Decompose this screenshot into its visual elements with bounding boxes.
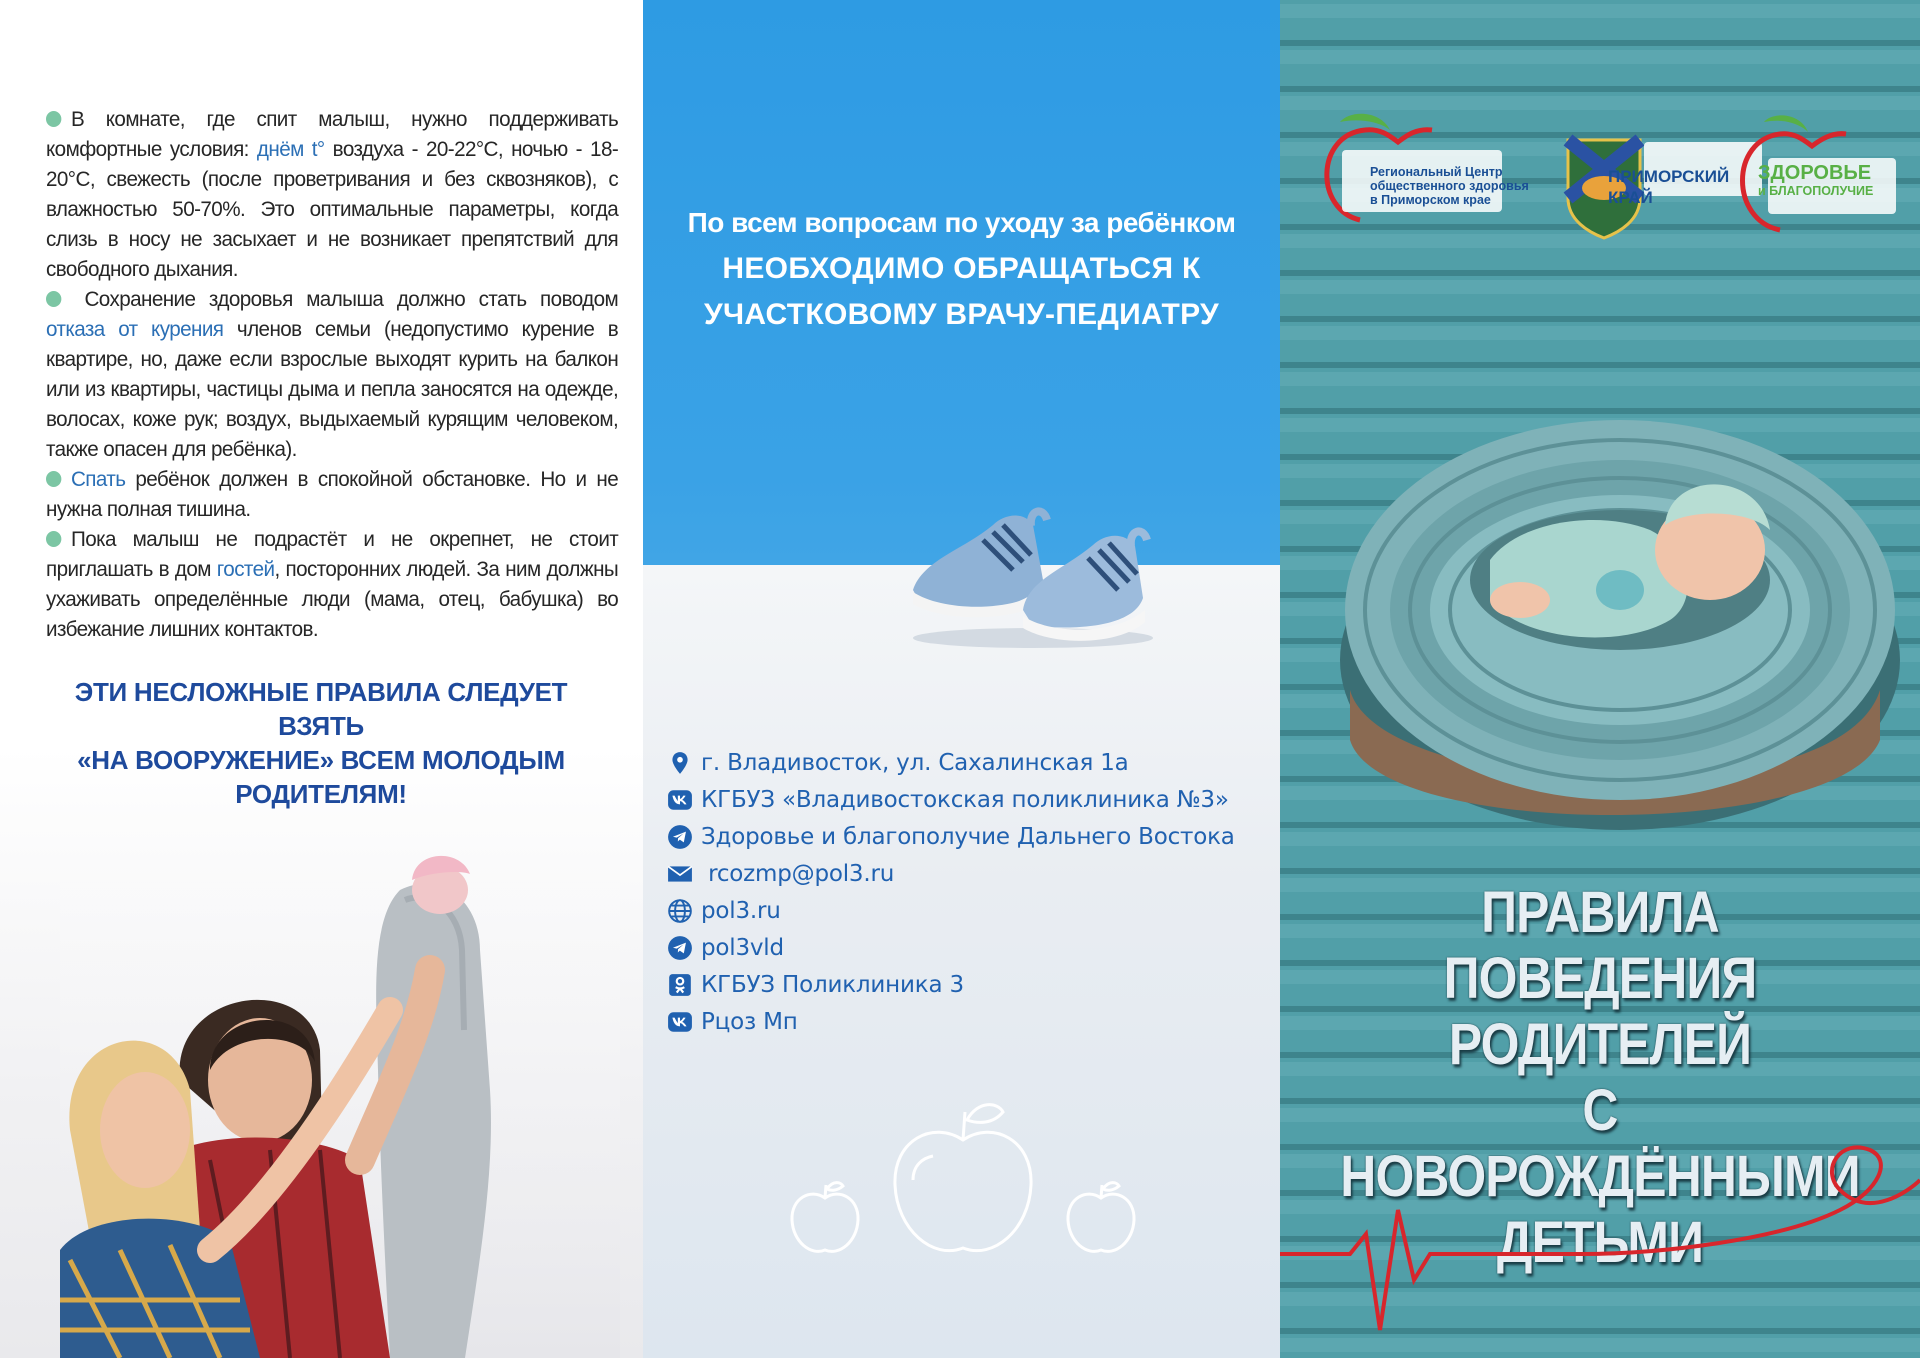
primorsky-krai-text: ПРИМОРСКИЙ КРАЙ xyxy=(1608,167,1730,207)
contact-item[interactable] xyxy=(667,892,1277,929)
rule-text: В комнате, где спит малыш, нужно поддерживать комфортные условия: xyxy=(46,107,619,161)
rule-text: ребёнок должен в спокойной обстановке. Но и не нужна полная тишина. xyxy=(46,467,619,521)
rule-text: , посторонних людей. За ним должны ухаживать определённые люди (мама, отец, бабушка) во избежание лишних контактов. xyxy=(46,557,619,641)
middle-panel xyxy=(643,0,1280,1358)
rule-item xyxy=(46,104,618,284)
contact-item[interactable] xyxy=(667,744,1277,781)
family-photo xyxy=(60,830,620,1358)
envelope-icon xyxy=(667,861,693,887)
health-wellbeing-logo-text: ЗДОРОВЬЕ и БЛАГОПОЛУЧИЕ xyxy=(1758,162,1874,198)
rule-item xyxy=(46,284,618,464)
rule-text: воздуха - 20-22°С, ночью - 18-20°С, свежесть (после проветривания и без сквозняков), с влажностью 50-70%. Это оптимальные параметры, когда слизь в носу не засыхает и не возникает препятствий для свободного дыхания. xyxy=(46,137,619,281)
vk-icon xyxy=(667,1009,693,1035)
location-pin-icon xyxy=(667,750,693,776)
contact-text[interactable]: pol3vld xyxy=(701,934,784,961)
rule-text: Пока малыш не подрастёт и не окрепнет, не стоит приглашать в дом xyxy=(46,527,619,581)
contact-text[interactable]: Рцоз Мп xyxy=(701,1008,798,1035)
baby-shoes-image xyxy=(903,480,1163,660)
vk-icon xyxy=(667,787,693,813)
contact-item[interactable] xyxy=(667,781,1277,818)
bullet-dot-icon xyxy=(46,291,61,307)
left-panel xyxy=(0,0,643,1358)
contact-item[interactable] xyxy=(667,929,1277,966)
bullet-dot-icon xyxy=(46,471,61,487)
contact-text[interactable]: Здоровье и благополучие Дальнего Востока xyxy=(701,823,1235,850)
rule-item xyxy=(46,524,618,644)
regional-center-logo-text: Региональный Центр общественного здоровья в Приморском крае xyxy=(1370,165,1529,207)
contact-item[interactable] xyxy=(667,855,1277,892)
highlighted-term: гостей xyxy=(216,557,275,581)
contact-text[interactable]: rcozmp@pol3.ru xyxy=(701,860,895,887)
callout-heading: ЭТИ НЕСЛОЖНЫЕ ПРАВИЛА СЛЕДУЕТ ВЗЯТЬ «НА ВООРУЖЕНИЕ» ВСЕМ МОЛОДЫМ РОДИТЕЛЯМ! xyxy=(74,677,568,809)
contact-item[interactable] xyxy=(667,818,1277,855)
highlighted-term: днём t° xyxy=(256,137,325,161)
ecg-heartbeat-line xyxy=(1280,1130,1920,1358)
bullet-dot-icon xyxy=(46,111,61,127)
contact-text[interactable]: pol3.ru xyxy=(701,897,781,924)
rule-text: Сохранение здоровья малыша должно стать поводом xyxy=(70,287,619,311)
contact-item[interactable] xyxy=(667,966,1277,1003)
telegram-icon xyxy=(667,824,693,850)
bullet-dot-icon xyxy=(46,531,61,547)
highlighted-term: отказа от курения xyxy=(46,317,224,341)
rule-text: членов семьи (недопустимо курение в квартире, но, даже если взрослые выходят курить на балкон или из квартиры, частицы дыма и пепла заносятся на одежде, волосах, коже рук; воздух, выдыхаемый курящим человеком, также опасен для ребёнка). xyxy=(46,317,619,461)
brochure-title: ПРАВИЛА ПОВЕДЕНИЯ РОДИТЕЛЕЙ С НОВОРОЖДЁННЫМИ ДЕТЬМИ xyxy=(1340,880,1860,1275)
right-panel-cover xyxy=(1280,0,1920,1358)
contact-text[interactable]: г. Владивосток, ул. Сахалинская 1а xyxy=(701,749,1129,776)
rule-item xyxy=(46,464,618,524)
odnoklassniki-icon xyxy=(667,972,693,998)
telegram-icon xyxy=(667,935,693,961)
globe-icon xyxy=(667,898,693,924)
contacts-list xyxy=(667,744,1277,1040)
highlighted-term: Спать xyxy=(70,467,126,491)
contact-text[interactable]: КГБУЗ Поликлиника 3 xyxy=(701,971,964,998)
newborn-in-basket-image xyxy=(1320,360,1900,840)
contact-text[interactable]: КГБУЗ «Владивостокская поликлиника №3» xyxy=(701,786,1229,813)
contact-item[interactable] xyxy=(667,1003,1277,1040)
pediatrician-notice: По всем вопросам по уходу за ребёнком НЕОБХОДИМО ОБРАЩАТЬСЯ К УЧАСТКОВОМУ ВРАЧУ-ПЕДИАТРУ xyxy=(687,207,1236,331)
rules-list xyxy=(46,104,618,644)
apples-decoration xyxy=(783,1090,1143,1260)
